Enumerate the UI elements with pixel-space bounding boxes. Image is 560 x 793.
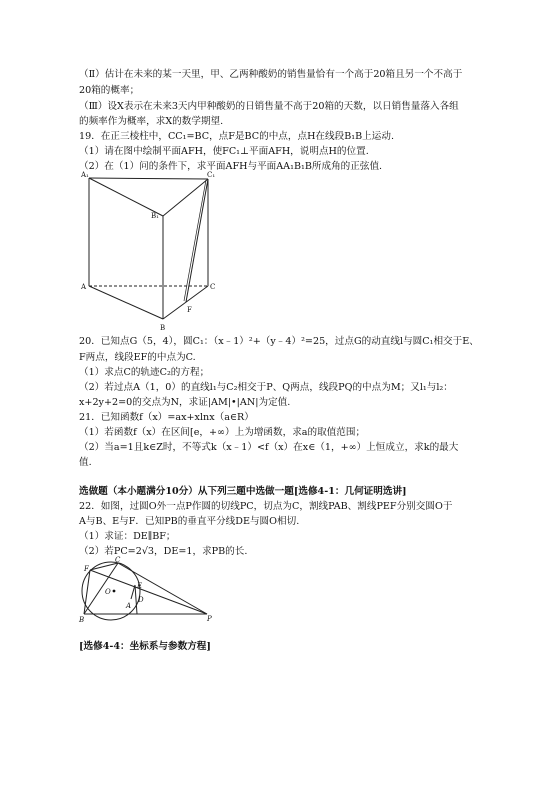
label-c: C xyxy=(115,556,121,564)
center-dot xyxy=(113,590,116,593)
label-o: O xyxy=(105,588,111,596)
problem-20-title: 20．已知点G（5，4），圆C₁：（x﹣1）²+（y﹣4）²=25，过点G的动直线l与圆C₁相交于E、 xyxy=(79,336,479,347)
text-line: （2）若过点A（1，0）的直线l₁与C₂相交于P、Q两点，线段PQ的中点为M；又l₁与l₂： xyxy=(79,382,453,393)
segment-fc1 xyxy=(186,179,208,302)
label-b: B xyxy=(79,616,85,624)
label-e: E xyxy=(137,582,143,590)
circle-figure xyxy=(78,555,216,625)
label-p: P xyxy=(207,615,212,623)
text-line: A与B、E与F．已知PB的垂直平分线DE与圆O相切. xyxy=(79,516,300,527)
segment-bc xyxy=(84,563,118,614)
label-f: F xyxy=(84,565,89,573)
text-line: 的频率作为概率，求X的数学期望. xyxy=(79,116,224,127)
text-line: （2）若PC=2√3，DE=1，求PB的长. xyxy=(79,546,248,557)
segment-ae xyxy=(131,585,135,599)
problem-19-title: 19．在正三棱柱中，CC₁=BC，点F是BC的中点，点H在线段B₁B上运动. xyxy=(79,131,394,142)
problem-21-title: 21．已知函数f（x）=ax+xlnx（a∈R） xyxy=(79,412,254,423)
tangent-pc xyxy=(118,563,207,614)
label-c1: C₁ xyxy=(207,171,216,179)
text-line: （1）求点C的轨迹C₂的方程； xyxy=(79,367,210,378)
text-line: （Ⅱ）估计在未来的某一天里，甲、乙两种酸奶的销售量恰有一个高于20箱且另一个不高于 xyxy=(79,69,463,80)
label-a: A xyxy=(81,283,87,291)
text-line: （1）若函数f（x）在区间[e，+∞）上为增函数，求a的取值范围； xyxy=(79,427,366,438)
text-line: x+2y+2=0的交点为N，求证|AM|•|AN|为定值. xyxy=(79,397,291,408)
text-line: 20箱的概率； xyxy=(79,85,140,96)
edge-ab xyxy=(89,286,163,319)
prism-figure xyxy=(80,170,220,332)
label-c: C xyxy=(210,283,216,291)
label-a1: A₁ xyxy=(81,171,89,179)
text-line: （1）求证：DE∥BF； xyxy=(79,531,176,542)
label-b: B xyxy=(160,324,166,332)
elective-heading: 选做题（本小题满分10分）从下列三题中选做一题[选修4-1：几何证明选讲] xyxy=(79,486,407,497)
edge-a1c1 xyxy=(89,178,208,179)
text-line: （2）当a=1且k∈Z时，不等式k（x﹣1）<f（x）在x∈（1，+∞）上恒成立，求k的最大 xyxy=(79,442,459,453)
text-line: 值. xyxy=(79,457,92,468)
edge-a1b1 xyxy=(89,178,163,216)
problem-22-title: 22．如图，过圆O外一点P作圆的切线PC，切点为C，割线PAB、割线PEF分别交圆O于 xyxy=(79,501,453,512)
label-a: A xyxy=(126,602,132,610)
label-f: F xyxy=(187,306,192,314)
edge-b1c1 xyxy=(163,179,208,216)
label-d: D xyxy=(138,596,144,604)
label-b1: B₁ xyxy=(151,212,159,220)
text-line: （1）请在图中绘制平面AFH，使FC₁⊥平面AFH，说明点H的位置. xyxy=(79,146,369,157)
segment-fc1-shadow xyxy=(184,180,206,301)
elective-heading-4-4: [选修4-4：坐标系与参数方程] xyxy=(79,641,211,652)
text-line: F两点，线段EF的中点为C. xyxy=(79,352,196,363)
text-line: （2）在（1）问的条件下，求平面AFH与平面AA₁B₁B所成角的正弦值. xyxy=(79,161,383,172)
text-line: （Ⅲ）设X表示在未来3天内甲种酸奶的日销售量不高于20箱的天数，以日销售量落入各组 xyxy=(79,101,459,112)
